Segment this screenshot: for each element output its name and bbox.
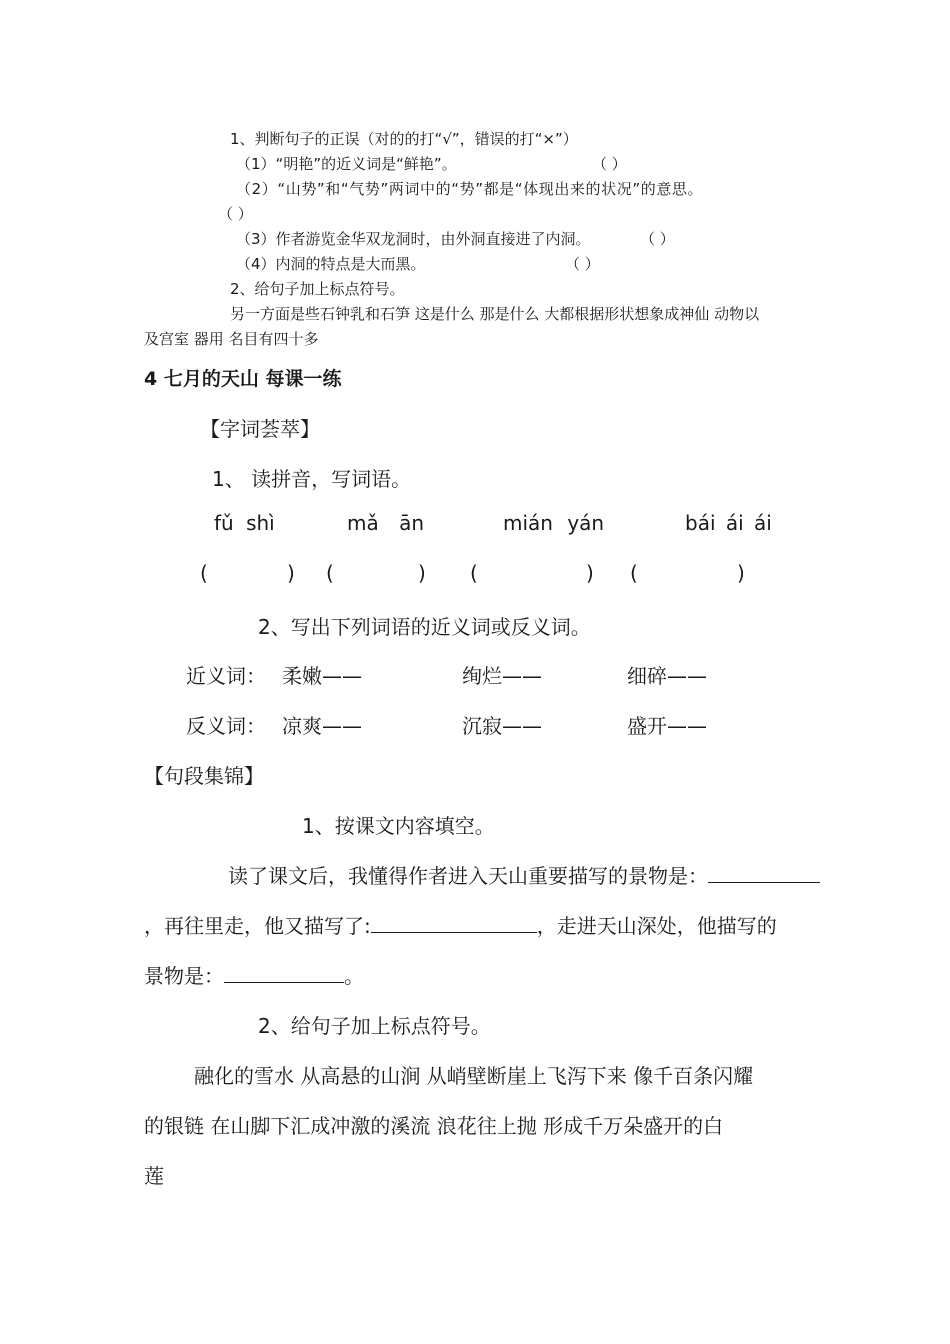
answer-box-1-close: ) — [287, 561, 295, 585]
synonym-label: 近义词： — [186, 664, 266, 688]
punctuation-passage-line-2: 的银链 在山脚下汇成冲激的溪流 浪花往上抛 形成千万朵盛开的白 — [144, 1114, 724, 1138]
fill-blank-line-2-text-a: ，再往里走，他又描写了: — [144, 914, 371, 938]
fill-blank-line-3 — [144, 960, 364, 989]
fill-blank-answer-1[interactable] — [708, 862, 820, 883]
judge-question-title: 1、判断句子的正误（对的的打“√”，错误的打“×”） — [230, 130, 578, 148]
fill-blank-answer-3[interactable] — [224, 962, 344, 983]
synonym-item-1: 柔嫩—— — [282, 664, 362, 688]
punctuation-passage-line-3: 莲 — [144, 1164, 164, 1188]
answer-box-2-open: ( — [326, 561, 334, 585]
fill-blank-line-1 — [228, 860, 820, 889]
synonym-item-2: 绚烂—— — [462, 664, 542, 688]
punctuation-sentence-line-1: 另一方面是些石钟乳和石笋 这是什么 那是什么 大都根据形状想象成神仙 动物以 — [230, 305, 760, 323]
answer-box-2-close: ) — [418, 561, 426, 585]
fill-blank-line-2 — [144, 910, 777, 939]
pinyin-1: fǔ shì — [214, 511, 275, 535]
section-heading-passages: 【句段集锦】 — [144, 764, 264, 788]
punctuation-sentence-line-2: 及宫室 器用 名目有四十多 — [144, 330, 319, 348]
fill-blank-line-3-text-b: 。 — [344, 964, 364, 988]
fill-blank-line-1-text: 读了课文后，我懂得作者进入天山重要描写的景物是： — [228, 864, 708, 888]
punctuation-question-title-2: 2、给句子加上标点符号。 — [258, 1014, 491, 1038]
antonym-item-2: 沉寂—— — [462, 714, 542, 738]
answer-box-4-open: ( — [630, 561, 638, 585]
pinyin-3: mián yán — [503, 511, 605, 535]
pinyin-2: mǎ ān — [347, 511, 425, 535]
answer-box-3-close: ) — [586, 561, 594, 585]
judge-item-4: （4）内洞的特点是大而黑。 — [236, 255, 426, 273]
synonym-question-title: 2、写出下列词语的近义词或反义词。 — [258, 615, 591, 639]
fill-blank-line-2-text-b: ，走进天山深处，他描写的 — [536, 914, 777, 938]
judge-item-2: （2）“山势”和“气势”两词中的“势”都是“体现出来的状况”的意思。 — [236, 180, 704, 198]
answer-box-1-open: ( — [200, 561, 208, 585]
antonym-item-1: 凉爽—— — [282, 714, 362, 738]
punctuation-passage-line-1: 融化的雪水 从高悬的山涧 从峭壁断崖上飞泻下来 像千百条闪耀 — [194, 1064, 754, 1088]
judge-item-3-answer[interactable]: （ ） — [640, 230, 675, 248]
answer-box-3-open: ( — [470, 561, 478, 585]
antonym-label: 反义词： — [186, 714, 266, 738]
answer-box-4-close: ) — [737, 561, 745, 585]
judge-item-1-answer[interactable]: （ ） — [592, 155, 627, 173]
fill-blank-question-title: 1、按课文内容填空。 — [302, 814, 495, 838]
lesson-title: 4 七月的天山 每课一练 — [144, 368, 342, 390]
judge-item-1: （1）“明艳”的近义词是“鲜艳”。 — [236, 155, 457, 173]
pinyin-4: bái ái ái — [685, 511, 772, 535]
pinyin-question-title: 1、 读拼音，写词语。 — [212, 467, 412, 491]
antonym-item-3: 盛开—— — [627, 714, 707, 738]
synonym-item-3: 细碎—— — [627, 664, 707, 688]
punctuation-question-title: 2、给句子加上标点符号。 — [230, 280, 405, 298]
fill-blank-line-3-text-a: 景物是： — [144, 964, 224, 988]
section-heading-vocabulary: 【字词荟萃】 — [200, 417, 320, 441]
judge-item-2-answer[interactable]: （ ） — [218, 205, 253, 223]
judge-item-4-answer[interactable]: （ ） — [565, 255, 600, 273]
fill-blank-answer-2[interactable] — [371, 912, 537, 933]
judge-item-3: （3）作者游览金华双龙洞时，由外洞直接进了内洞。 — [236, 230, 591, 248]
